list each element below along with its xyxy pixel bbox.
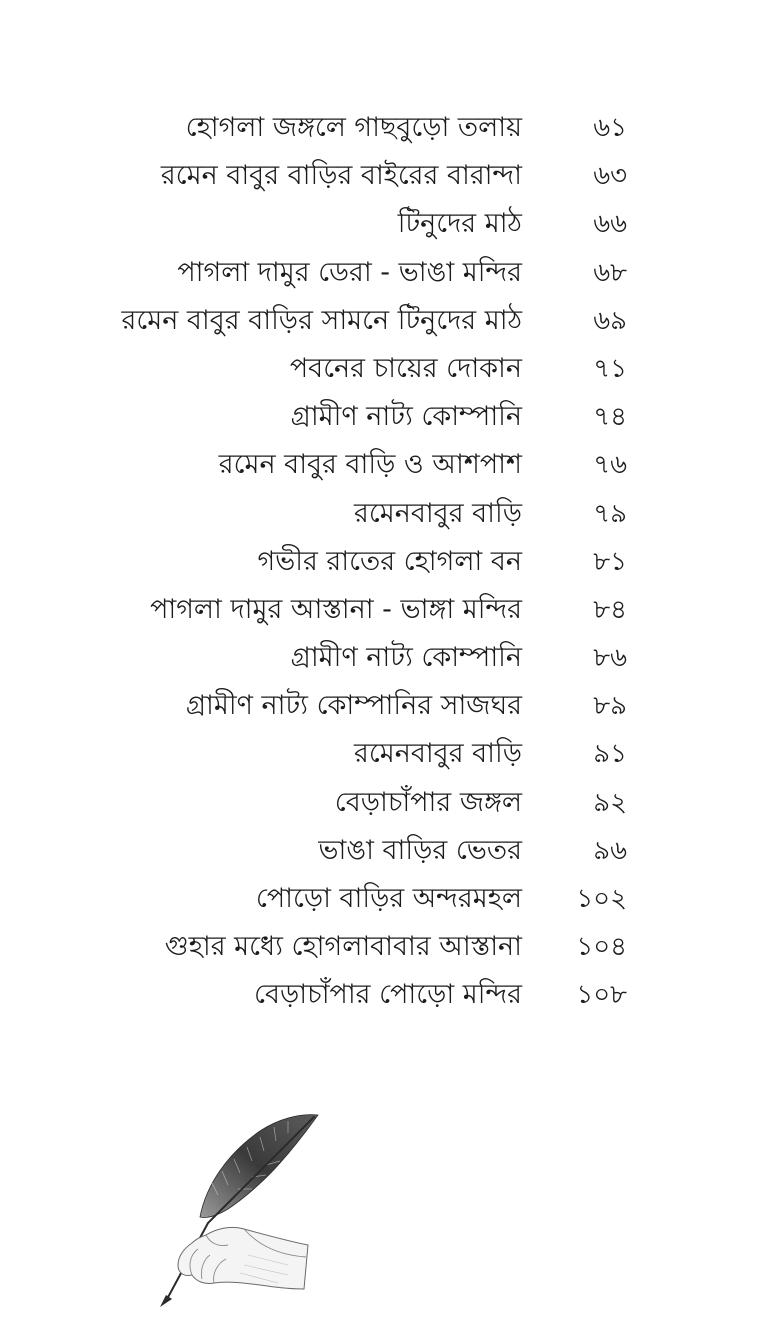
toc-entry [0,395,782,443]
toc-entry-page: ৬৬ [593,209,627,240]
toc-entry-title: বেড়াচাঁপার পোড়ো মন্দির [254,979,522,1011]
toc-entry [0,973,782,1021]
toc-entry-title: ভাঙা বাড়ির ভেতর [318,834,522,866]
toc-entry-page: ৭৯ [593,498,627,529]
toc-entry-page: ৭৬ [593,450,627,481]
toc-entry [0,636,782,684]
toc-entry [0,829,782,877]
quill-hand-icon [148,1105,328,1310]
toc-entry-title: পবনের চায়ের দোকান [289,352,522,384]
toc-entry-title: গ্রামীণ নাট্য কোম্পানি [290,401,522,433]
toc-entry [0,925,782,973]
toc-entry [0,492,782,540]
toc-entry-page: ৮৯ [593,691,627,722]
toc-entry [0,684,782,732]
toc-entry [0,781,782,829]
toc-entry-title: গ্রামীণ নাট্য কোম্পানি [290,642,522,674]
toc-entry-title: পাগলা দামুর ডেরা - ভাঙা মন্দির [177,256,522,288]
toc-entry-title: রমেন বাবুর বাড়ির বাইরের বারান্দা [160,160,522,192]
toc-entry-page: ৮১ [593,546,627,577]
toc-entry-page: ৭৪ [593,402,627,433]
toc-entry-page: ১০৮ [576,980,627,1011]
toc-entry-page: ১০৪ [576,932,627,963]
toc-entry-page: ৯১ [593,739,627,770]
toc-entry-page: ৬১ [593,113,627,143]
toc-entry [0,154,782,202]
toc-entry-title: গভীর রাতের হোগলা বন [257,545,522,577]
toc-entry-title: পাগলা দামুর আস্তানা - ভাঙ্গা মন্দির [150,593,522,625]
toc-entry [0,588,782,636]
toc-entry-page: ৯২ [593,787,627,818]
toc-entry-page: ৬৯ [593,305,627,336]
toc-entry-title: রমেনবাবুর বাড়ি [354,497,522,529]
toc-entry-title: রমেনবাবুর বাড়ি [354,738,522,770]
toc-entry [0,443,782,491]
toc-entry-title: গ্রামীণ নাট্য কোম্পানির সাজঘর [185,690,522,722]
toc-entry-title: গুহার মধ্যে হোগলাবাবার আস্তানা [164,931,522,963]
toc-entry [0,732,782,780]
toc-entry [0,877,782,925]
toc-entry-page: ৮৬ [593,643,627,674]
toc-entry-title: রমেন বাবুর বাড়ির সামনে টিনুদের মাঠ [121,304,522,336]
toc-entry-title: টিনুদের মাঠ [397,208,522,240]
toc-entry-title: বেড়াচাঁপার জঙ্গল [334,786,522,818]
toc-entry-page: ৬৩ [593,161,627,192]
toc-entry [0,299,782,347]
toc-entry [0,540,782,588]
toc-entry [0,106,782,154]
toc-entry-title: রমেন বাবুর বাড়ি ও আশপাশ [218,449,522,481]
toc-entry [0,251,782,299]
toc-entry-page: ১০২ [576,884,627,914]
toc-entry [0,347,782,395]
toc-entry-title: হোগলা জঙ্গলে গাছবুড়ো তলায় [185,112,522,143]
toc-entry [0,202,782,250]
toc-entry-page: ৮৪ [593,594,627,625]
toc-entry-page: ৯৬ [593,835,627,866]
toc-entry-title: পোড়ো বাড়ির অন্দরমহল [255,883,522,914]
toc-entry-page: ৬৮ [593,257,627,288]
table-of-contents [0,106,782,1022]
toc-entry-page: ৭১ [593,353,627,384]
